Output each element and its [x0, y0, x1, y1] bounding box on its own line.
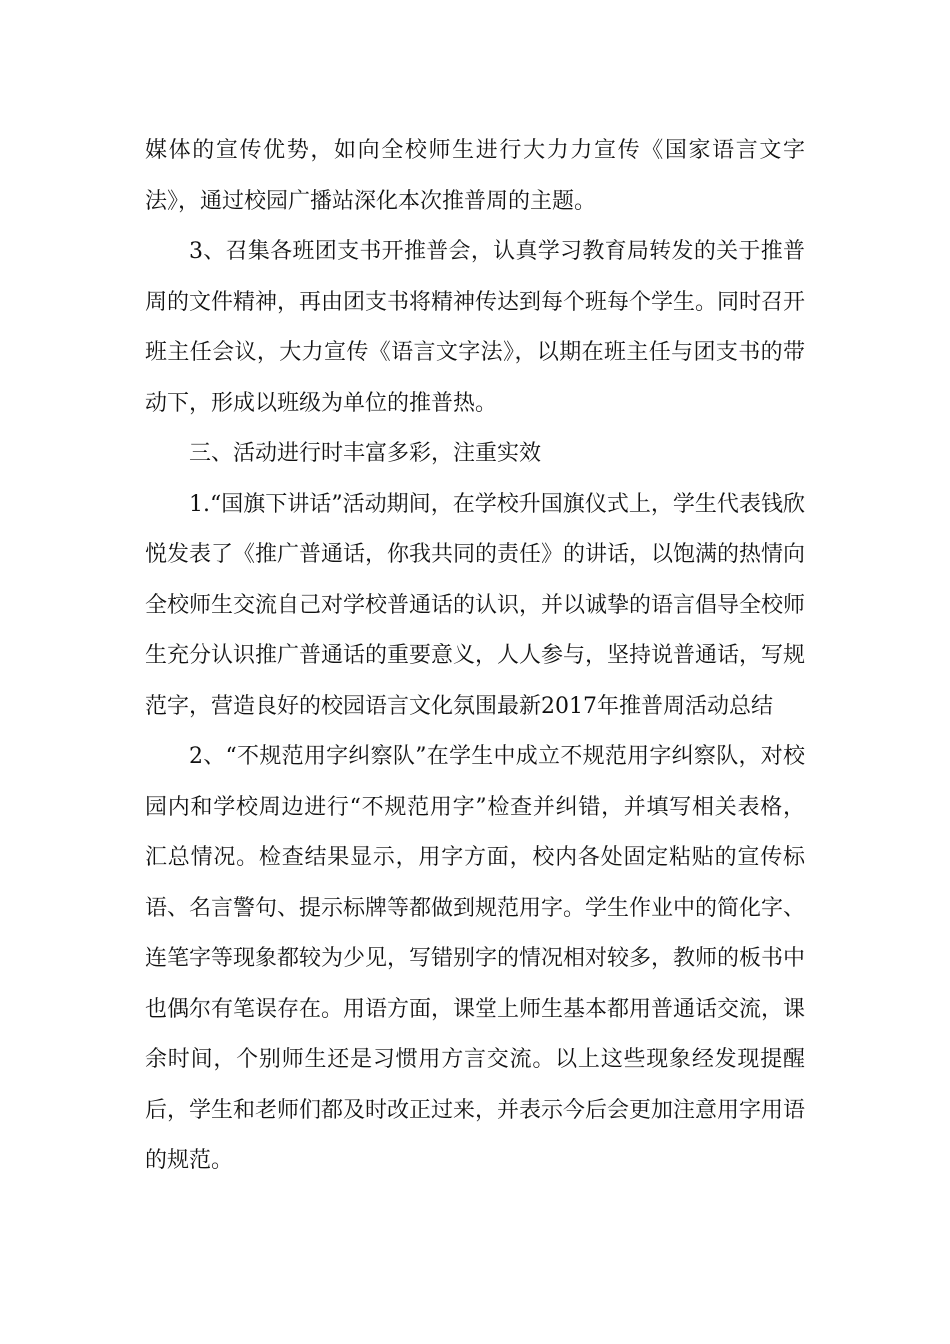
paragraph-item-3-league-meeting: 3、召集各班团支书开推普会，认真学习教育局转发的关于推普周的文件精神，再由团支书将精神传达到每个班每个学生。同时召开班主任会议，大力宣传《语言文字法》，以期在班主任与团支书的带动下，形成以班级为单位的推普热。: [145, 239, 806, 416]
paragraph-item-1-flag-speech: 1.“国旗下讲话”活动期间，在学校升国旗仪式上，学生代表钱欣悦发表了《推广普通话，你我共同的责任》的讲话，以饱满的热情向全校师生交流自己对学校普通话的认识，并以诚挚的语言倡导全校师生充分认识推广普通话的重要意义，人人参与，坚持说普通话，写规范字，营造良好的校园语言文化氛围最新2017年推普周活动总结: [145, 491, 806, 719]
document-body: [145, 126, 805, 1187]
paragraph-continued-media-publicity: 媒体的宣传优势，如向全校师生进行大力力宣传《国家语言文字法》，通过校园广播站深化本次推普周的主题。: [145, 138, 805, 214]
section-heading-3-activities: 三、活动进行时丰富多彩，注重实效: [189, 441, 542, 466]
paragraph-item-2-inspection-team: 2、“不规范用字纠察队”在学生中成立不规范用字纠察队，对校园内和学校周边进行“不规范用字”检查并纠错，并填写相关表格，汇总情况。检查结果显示，用字方面，校内各处固定粘贴的宣传标语、名言警句、提示标牌等都做到规范用字。学生作业中的简化字、连笔字等现象都较为少见，写错别字的情况相对较多，教师的板书中也偶尔有笔误存在。用语方面，课堂上师生基本都用普通话交流，课余时间，个别师生还是习惯用方言交流。以上这些现象经发现提醒后，学生和老师们都及时改正过来，并表示今后会更加注意用字用语的规范。: [145, 744, 806, 1173]
